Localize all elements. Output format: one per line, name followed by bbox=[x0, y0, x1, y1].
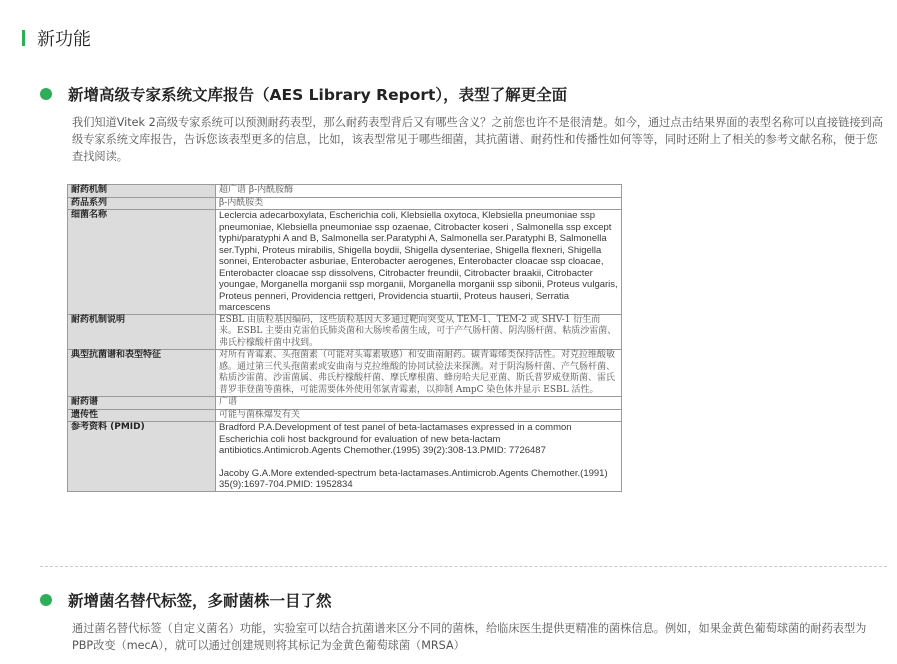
table-row bbox=[68, 422, 622, 492]
feature-2-title: 新增菌名替代标签，多耐菌株一目了然 bbox=[68, 592, 332, 610]
aes-report-table bbox=[67, 184, 622, 492]
row-value: 超广谱 β-内酰胺酶 bbox=[216, 185, 622, 198]
aes-library-report-screenshot bbox=[67, 184, 622, 545]
row-value: 可能与菌株爆发有关 bbox=[216, 409, 622, 422]
row-value: Leclercia adecarboxylata, Escherichia coli, Klebsiella oxytoca, Klebsiella pneumoniae ssp pneumoniae, Klebsiella pneumoniae ssp ozaenae, Citrobacter koseri , Salmonella ssp except typhi/paratyphi A and B, Salmonella ser.Paratyphi A, Salmonella ser.Paratyphi B, Salmonella ser.Typhi, Proteus mirabilis, Shigella boydii, Shigella dysenteriae, Shigella flexneri, Shigella sonnei, Enterobacter asburiae, Enterobacter aerogenes, Enterobacter cloacae ssp cloacae, Enterobacter cloacae ssp dissolvens, Citrobacter freundii, Citrobacter braakii, Citrobacter youngae, Morganella morganii ssp morganii, Morganella morganii ssp sibonii, Proteus vulgaris, Proteus penneri, Providencia rettgeri, Providencia stuartii, Proteus hauseri, Serratia marcescens bbox=[216, 210, 622, 315]
row-value: 广谱 bbox=[216, 397, 622, 410]
table-row bbox=[68, 397, 622, 410]
table-row bbox=[68, 314, 622, 350]
row-value bbox=[216, 422, 622, 492]
row-label: 耐药机制 bbox=[68, 185, 216, 198]
feature-1-heading bbox=[40, 83, 567, 105]
accent-bar bbox=[22, 30, 25, 46]
bullet-dot-icon bbox=[40, 88, 52, 100]
row-value: 对所有青霉素、头孢菌素（可能对头霉素敏感）和安曲南耐药。碳青霉烯类保持活性。对克拉维酸敏感。通过第三代头孢菌素或安曲南与克拉维酸的协同试验法来探测。对于阴沟肠杆菌、产气肠杆菌、粘质沙雷菌、沙雷菌属、弗氏柠檬酸杆菌、摩氏摩根菌、蜂房哈夫尼亚菌、斯氏普罗威登斯菌、雷氏普罗菲登菌等菌株，可能需要体外使用邻氯青霉素，以抑制 AmpC 染色体并显示 ESBL 活性。 bbox=[216, 350, 622, 397]
reference-entry: Jacoby G.A.More extended-spectrum beta-lactamases.Antimicrob.Agents Chemother.(1991) 35(9):1697-704.PMID: 1952834 bbox=[219, 467, 608, 490]
feature-1-title: 新增高级专家系统文库报告（AES Library Report），表型了解更全面 bbox=[68, 86, 568, 104]
reference-entry: Bradford P.A.Development of test panel of beta-lactamases expressed in a common Escherichia coli host background for evaluation of new beta-lactam antibiotics.Antimicrob.Agents Chemother.(1995) 39(2):308-13.PMID: 7726487 bbox=[219, 422, 572, 456]
row-value: β-内酰胺类 bbox=[216, 197, 622, 210]
feature-1-paragraph: 我们知道Vitek 2高级专家系统可以预测耐药表型，那么耐药表型背后又有哪些含义？之前您也许不是很清楚。如今，通过点击结果界面的表型名称可以直接链接到高级专家系统文库报告，告诉您该表型更多的信息，比如，该表型常见于哪些细菌，其抗菌谱、耐药性和传播性如何等等，同时还附上了相关的参考文献名称，便于您查找阅读。 bbox=[72, 116, 883, 163]
row-value: ESBL 由质粒基因编码，这些质粒基因大多通过靶向突变从 TEM-1、TEM-2 或 SHV-1 衍生而来。ESBL 主要由克雷伯氏肺炎菌和大肠埃希菌生成，可于产气肠杆菌、阴沟肠杆菌、粘质沙雷菌、弗氏柠檬酸杆菌中找到。 bbox=[216, 314, 622, 350]
table-row bbox=[68, 409, 622, 422]
row-label: 耐药谱 bbox=[68, 397, 216, 410]
table-row bbox=[68, 210, 622, 315]
section-title: 新功能 bbox=[37, 29, 91, 50]
section-divider bbox=[40, 566, 887, 567]
row-label: 典型抗菌谱和表型特征 bbox=[68, 350, 216, 397]
row-label: 药品系列 bbox=[68, 197, 216, 210]
feature-2-paragraph: 通过菌名替代标签（自定义菌名）功能，实验室可以结合抗菌谱来区分不同的菌株，给临床医生提供更精准的菌株信息。例如，如果金黄色葡萄球菌的耐药表型为PBP改变（mecA），就可以通过创建规则将其标记为金黄色葡萄球菌（MRSA） bbox=[72, 622, 867, 652]
table-row bbox=[68, 185, 622, 198]
bullet-dot-icon bbox=[40, 594, 52, 606]
feature-2-heading bbox=[40, 589, 332, 611]
table-row bbox=[68, 350, 622, 397]
row-label: 耐药机制说明 bbox=[68, 314, 216, 350]
table-row bbox=[68, 197, 622, 210]
row-label: 遗传性 bbox=[68, 409, 216, 422]
row-label: 细菌名称 bbox=[68, 210, 216, 315]
reference-spacer bbox=[219, 457, 618, 468]
section-header bbox=[22, 26, 91, 50]
row-label: 参考资料 (PMID) bbox=[68, 422, 216, 492]
